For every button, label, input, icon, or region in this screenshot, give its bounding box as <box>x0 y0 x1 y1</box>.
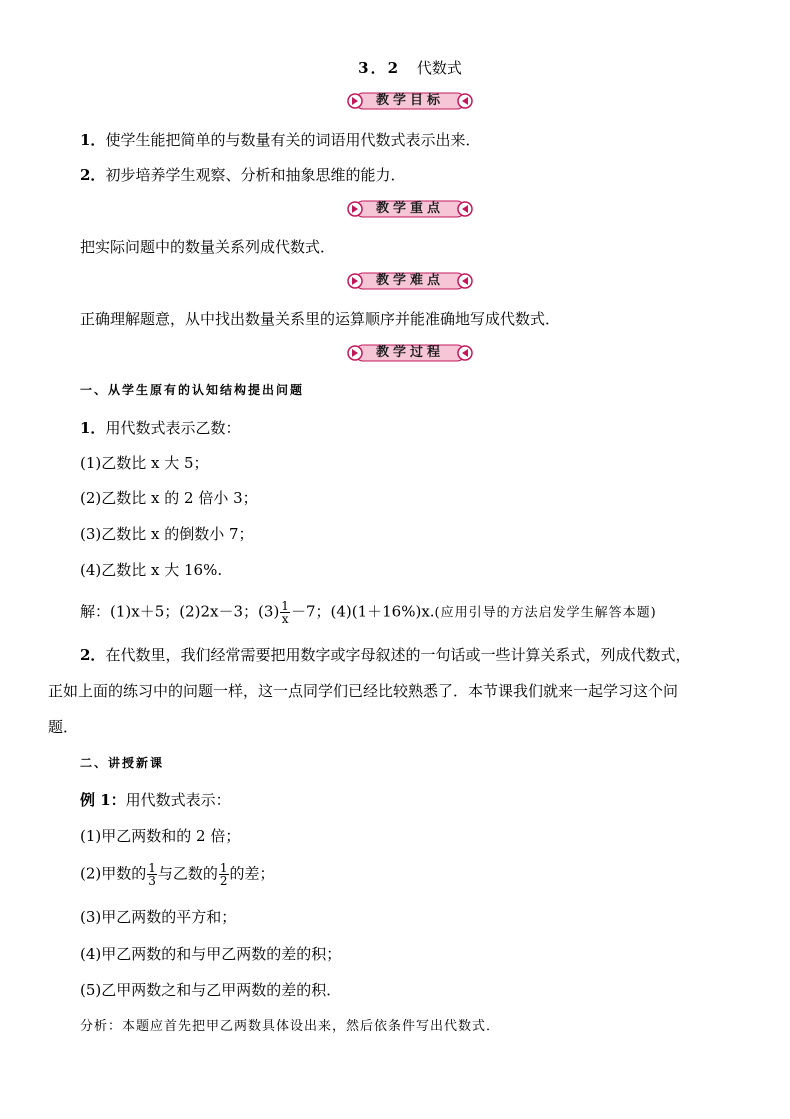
goal-1-number: 1． <box>80 131 106 149</box>
question-1-number: 1． <box>80 419 106 437</box>
example-1-item: (3)甲乙两数的平方和； <box>80 908 237 926</box>
goal-1 <box>80 130 480 150</box>
page-title <box>0 58 790 78</box>
example-1-label: 例 1： <box>80 791 126 809</box>
answer-fraction <box>280 600 290 625</box>
question-1 <box>80 418 240 438</box>
section-2-heading: 二、讲授新课 <box>80 756 165 770</box>
goal-1-text: 使学生能把简单的与数量有关的词语用代数式表示出来． <box>105 131 481 149</box>
question-2-line-2: 正如上面的练习中的问题一样，这一点同学们已经比较熟悉了．本节课我们就来一起学习这个问 <box>48 682 679 700</box>
answer-note: (应用引导的方法启发学生解答本题) <box>434 605 657 621</box>
example-1-item-2 <box>80 862 275 887</box>
goal-2-text: 初步培养学生观察、分析和抽象思维的能力． <box>105 166 406 184</box>
fraction-numerator: 1 <box>148 861 156 875</box>
key-text: 把实际问题中的数量关系列成代数式． <box>80 238 336 256</box>
title-number: 3．2 <box>358 59 401 77</box>
section-1-heading: 一、从学生原有的认知结构提出问题 <box>80 383 305 397</box>
fraction-numerator: 1 <box>219 861 228 875</box>
question-2-line-1 <box>80 645 690 665</box>
example-1-text: 用代数式表示： <box>125 791 231 809</box>
banner-difficulty <box>345 270 475 292</box>
example-1-item: (4)甲乙两数的和与甲乙两数的差的积； <box>80 945 342 963</box>
example-1-item: (5)乙甲两数之和与乙甲两数的差的积． <box>80 981 342 999</box>
goal-2 <box>80 165 405 185</box>
difficulty-text: 正确理解题意，从中找出数量关系里的运算顺序并能准确地写成代数式． <box>80 310 561 328</box>
question-1-item: (4)乙数比 x 大 16%. <box>80 561 223 579</box>
question-1-item: (1)乙数比 x 大 5； <box>80 454 209 472</box>
answer-fraction-numerator: 1 <box>281 599 289 613</box>
example-1-item-2-part-b: 与乙数的 <box>157 864 218 883</box>
question-1-text: 用代数式表示乙数： <box>105 419 241 437</box>
fraction-denominator: 3 <box>148 874 156 888</box>
banner-key <box>345 198 475 220</box>
question-1-item: (2)乙数比 x 的 2 倍小 3； <box>80 489 258 507</box>
question-2-line-3: 题． <box>48 718 79 736</box>
example-1-item-2-part-a: (2)甲数的 <box>80 864 147 883</box>
fraction-denominator: 2 <box>219 874 228 888</box>
goal-2-number: 2． <box>80 166 106 184</box>
analysis-text: 分析：本题应首先把甲乙两数具体设出来，然后依条件写出代数式． <box>80 1019 501 1034</box>
banner-goals-label: 教学目标 <box>375 93 444 108</box>
banner-process-label: 教学过程 <box>375 345 444 360</box>
answer-fraction-denominator: x <box>281 612 289 626</box>
banner-key-label: 教学重点 <box>375 201 444 216</box>
question-1-item: (3)乙数比 x 的倒数小 7； <box>80 525 254 543</box>
question-2-number: 2． <box>80 646 106 664</box>
banner-process <box>345 342 475 364</box>
example-1-item-2-part-c: 的差； <box>229 864 275 883</box>
banner-difficulty-label: 教学难点 <box>375 273 444 288</box>
question-2-text: 在代数里，我们经常需要把用数字或字母叙述的一句话或一些计算关系式，列成代数式， <box>105 646 691 664</box>
banner-goals <box>345 90 475 112</box>
question-1-answer <box>80 600 657 625</box>
answer-prefix: 解：(1)x＋5；(2)2x－3；(3) <box>80 602 280 621</box>
title-text: 代数式 <box>416 59 462 77</box>
example-1 <box>80 790 231 810</box>
one-third-fraction <box>147 862 157 887</box>
example-1-item: (1)甲乙两数和的 2 倍； <box>80 827 241 845</box>
one-half-fraction <box>219 862 229 887</box>
answer-rest: －7；(4)(1＋16%)x. <box>290 602 435 621</box>
